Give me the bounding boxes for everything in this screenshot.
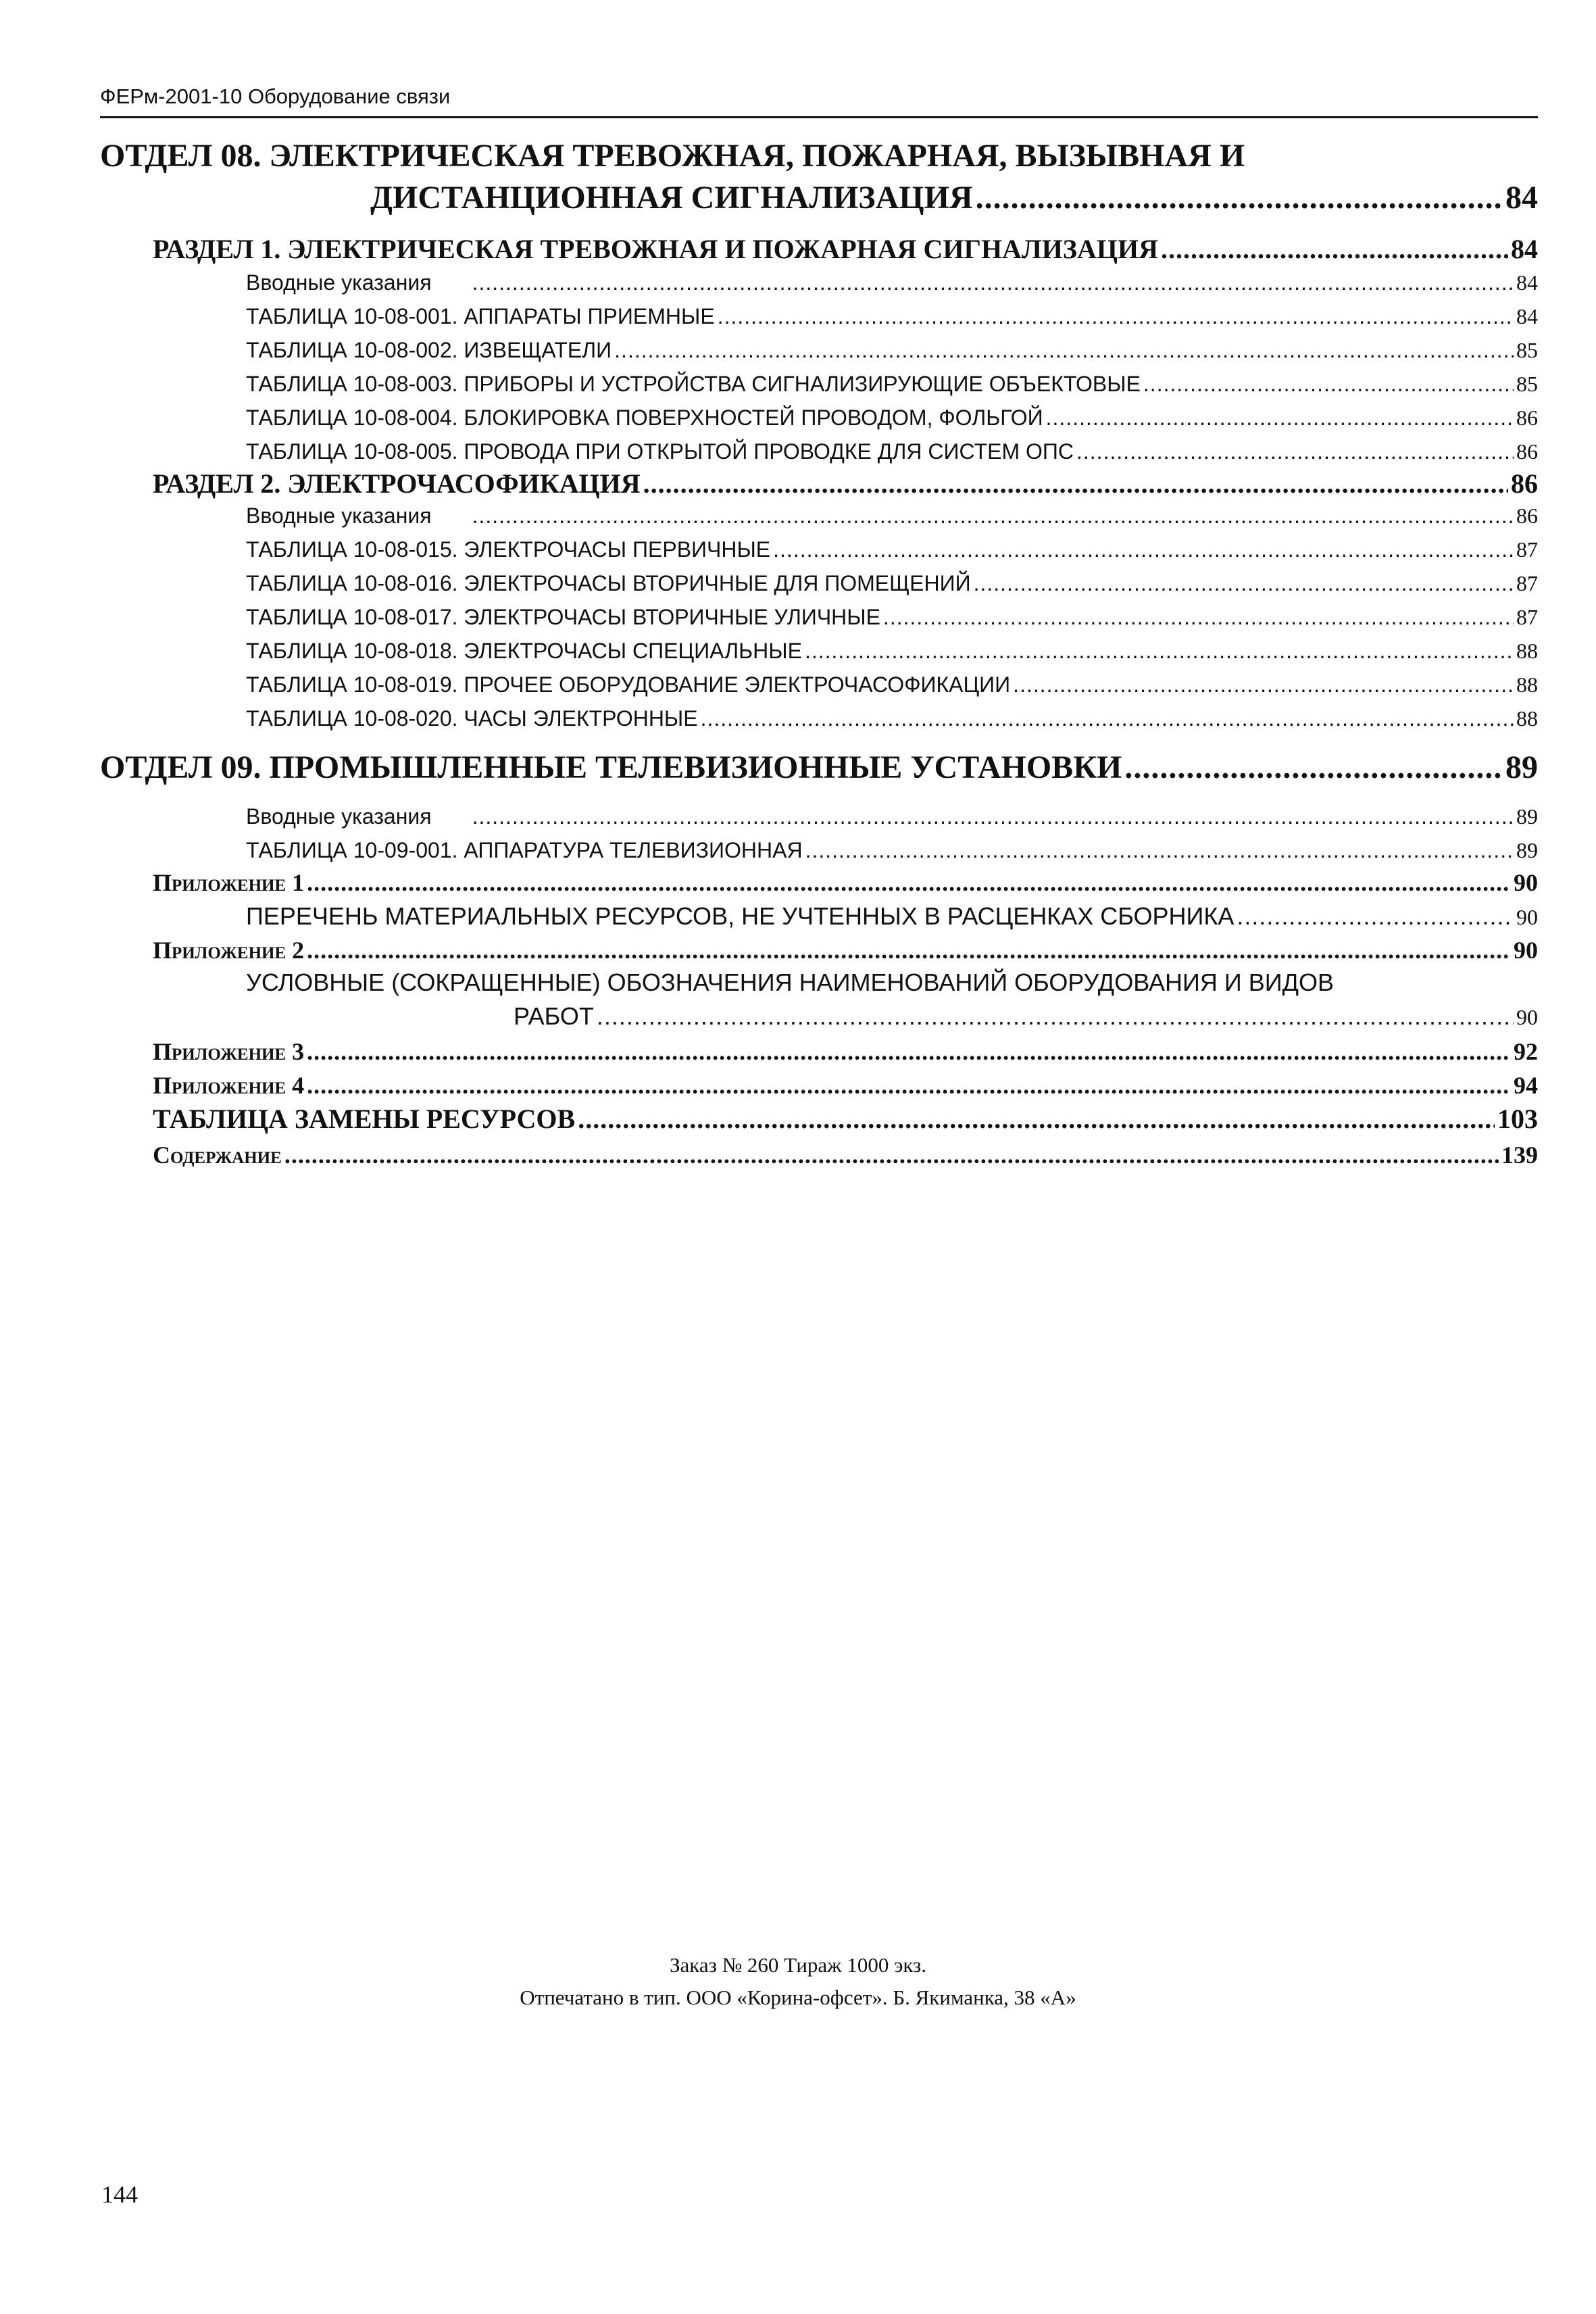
toc-entry[interactable]: [246, 639, 1538, 664]
toc-entry-title: ТАБЛИЦА 10-08-001. АППАРАТЫ ПРИЕМНЫЕ: [246, 304, 715, 328]
toc-entry[interactable]: [246, 270, 1538, 295]
toc-entry[interactable]: [246, 439, 1538, 464]
leader-dots: [1013, 672, 1514, 697]
toc-entry-title: ТАБЛИЦА 10-08-005. ПРОВОДА ПРИ ОТКРЫТОЙ ПРОВОДКЕ ДЛЯ СИСТЕМ ОПС: [246, 439, 1074, 464]
toc-entry-title: ТАБЛИЦА 10-08-003. ПРИБОРЫ И УСТРОЙСТВА СИГНАЛИЗИРУЮЩИЕ ОБЪЕКТОВЫЕ: [246, 372, 1141, 396]
toc-entry-title: ТАБЛИЦА 10-08-016. ЭЛЕКТРОЧАСЫ ВТОРИЧНЫЕ ДЛЯ ПОМЕЩЕНИЙ: [246, 571, 971, 595]
leader-dots: [976, 179, 1503, 216]
toc-entry-page: 103: [1497, 1104, 1538, 1134]
toc-entry[interactable]: [514, 1002, 1538, 1031]
leader-dots: [578, 1103, 1495, 1135]
leader-dots: [614, 338, 1514, 363]
toc-entry-title: РАЗДЕЛ 1. ЭЛЕКТРИЧЕСКАЯ ТРЕВОЖНАЯ И ПОЖАРНАЯ СИГНАЛИЗАЦИЯ: [153, 234, 1158, 264]
leader-dots: [805, 639, 1514, 664]
toc-entry-title: ДИСТАНЦИОННАЯ СИГНАЛИЗАЦИЯ: [370, 180, 973, 216]
toc-entry-pril1[interactable]: [153, 868, 1538, 897]
toc-entry-page: 86: [1511, 468, 1538, 499]
toc-entry[interactable]: [246, 405, 1538, 430]
toc-otdel08-title-line1: ОТДЕЛ 08. ЭЛЕКТРИЧЕСКАЯ ТРЕВОЖНАЯ, ПОЖАРНАЯ, ВЫЗЫВНАЯ И: [100, 138, 1245, 174]
toc-entry-title: ТАБЛИЦА 10-08-004. БЛОКИРОВКА ПОВЕРХНОСТЕЙ ПРОВОДОМ, ФОЛЬГОЙ: [246, 405, 1043, 430]
toc-entry-title: РАБОТ: [514, 1002, 594, 1030]
leader-dots: [472, 804, 1514, 829]
toc-entry[interactable]: [246, 838, 1538, 863]
toc-entry-pril3[interactable]: [153, 1037, 1538, 1066]
leader-dots: [1124, 749, 1503, 786]
toc-entry-otdel08[interactable]: [370, 179, 1538, 216]
toc-entry[interactable]: [246, 706, 1538, 731]
toc-entry[interactable]: [246, 372, 1538, 397]
toc-entry-title: ТАБЛИЦА ЗАМЕНЫ РЕСУРСОВ: [153, 1104, 576, 1134]
toc-entry[interactable]: [246, 902, 1538, 931]
toc-entry[interactable]: [246, 503, 1538, 528]
toc-entry[interactable]: [246, 605, 1538, 630]
toc-entry-page: 89: [1505, 749, 1538, 785]
toc-entry-title: ПЕРЕЧЕНЬ МАТЕРИАЛЬНЫХ РЕСУРСОВ, НЕ УЧТЕННЫХ В РАСЦЕНКАХ СБОРНИКА: [246, 902, 1235, 930]
toc-entry[interactable]: [246, 537, 1538, 562]
leader-dots: [701, 706, 1514, 731]
leader-dots: [1076, 439, 1514, 464]
leader-dots: [307, 868, 1511, 897]
leader-dots: [284, 1141, 1499, 1169]
toc-entry-page: 88: [1516, 672, 1538, 697]
toc-entry-page: 90: [1516, 905, 1538, 929]
toc-entry-page: 87: [1516, 605, 1538, 629]
leader-dots: [597, 1002, 1514, 1031]
toc-entry-title: ТАБЛИЦА 10-08-017. ЭЛЕКТРОЧАСЫ ВТОРИЧНЫЕ УЛИЧНЫЕ: [246, 605, 880, 629]
toc-entry-title: ТАБЛИЦА 10-08-020. ЧАСЫ ЭЛЕКТРОННЫЕ: [246, 706, 698, 731]
toc-entry-page: 84: [1511, 234, 1538, 264]
toc-entry-title: Приложение 1: [153, 869, 305, 896]
toc-entry-soderzhanie[interactable]: [153, 1141, 1538, 1169]
toc-entry-title: Приложение 2: [153, 937, 305, 964]
running-header: [100, 81, 1538, 118]
leader-dots: [643, 468, 1508, 499]
toc-entry-title: Приложение 4: [153, 1072, 305, 1099]
toc-entry-page: 90: [1514, 869, 1538, 896]
leader-dots: [1143, 372, 1514, 397]
toc-entry-page: 84: [1516, 270, 1538, 295]
toc-entry-page: 86: [1516, 405, 1538, 430]
leader-dots: [1161, 233, 1508, 265]
toc-entry-title: РАЗДЕЛ 2. ЭЛЕКТРОЧАСОФИКАЦИЯ: [153, 468, 641, 499]
toc-entry[interactable]: [246, 672, 1538, 697]
toc-entry-page: 92: [1514, 1038, 1538, 1065]
toc-entry[interactable]: [246, 338, 1538, 363]
toc-entry-page: 84: [1516, 304, 1538, 328]
toc-entry-title: ТАБЛИЦА 10-08-018. ЭЛЕКТРОЧАСЫ СПЕЦИАЛЬНЫЕ: [246, 639, 802, 663]
toc-entry-zamena[interactable]: [153, 1103, 1538, 1135]
toc-entry-page: 94: [1514, 1072, 1538, 1099]
toc-entry-otdel09[interactable]: [100, 749, 1538, 786]
toc-entry-title: Содержание: [153, 1141, 282, 1168]
toc-entry[interactable]: [246, 804, 1538, 829]
toc-entry-page: 85: [1516, 338, 1538, 362]
leader-dots: [472, 270, 1514, 295]
leader-dots: [773, 537, 1514, 562]
toc-entry-page: 90: [1516, 1005, 1538, 1029]
imprint-line2: Отпечатано в тип. ООО «Корина-офсет». Б. Якиманка, 38 «А»: [520, 1986, 1076, 2009]
leader-dots: [1237, 902, 1514, 931]
toc-entry-page: 85: [1516, 372, 1538, 396]
toc-entry-page: 84: [1505, 180, 1538, 216]
leader-dots: [883, 605, 1514, 630]
toc-entry[interactable]: [246, 304, 1538, 329]
leader-dots: [805, 838, 1514, 863]
toc-entry-title: Вводные указания: [246, 270, 432, 295]
toc-entry-page: 88: [1516, 639, 1538, 663]
toc-entry-razdel1[interactable]: [153, 233, 1538, 265]
toc-pril2-item-line1: УСЛОВНЫЕ (СОКРАЩЕННЫЕ) ОБОЗНАЧЕНИЯ НАИМЕНОВАНИЙ ОБОРУДОВАНИЯ И ВИДОВ: [246, 968, 1335, 996]
toc-entry-page: 88: [1516, 706, 1538, 731]
toc-entry-pril4[interactable]: [153, 1071, 1538, 1100]
toc-entry-page: 139: [1501, 1141, 1538, 1168]
page-number: 144: [101, 2181, 138, 2208]
running-header-text: ФЕРм-2001-10 Оборудование связи: [100, 84, 451, 108]
toc-entry-title: ТАБЛИЦА 10-08-002. ИЗВЕЩАТЕЛИ: [246, 338, 612, 362]
leader-dots: [307, 1037, 1511, 1066]
toc-entry-page: 90: [1514, 937, 1538, 964]
toc-entry-title: Приложение 3: [153, 1038, 305, 1065]
leader-dots: [1046, 405, 1514, 430]
leader-dots: [307, 1071, 1511, 1100]
toc-entry-pril2[interactable]: [153, 936, 1538, 964]
leader-dots: [472, 503, 1514, 528]
toc-entry-page: 89: [1516, 838, 1538, 862]
leader-dots: [974, 571, 1514, 596]
leader-dots: [718, 304, 1514, 329]
toc-entry-page: 86: [1516, 503, 1538, 528]
toc-entry-razdel2[interactable]: [153, 468, 1538, 499]
toc-entry-page: 89: [1516, 804, 1538, 829]
toc-entry-title: Вводные указания: [246, 503, 432, 528]
toc-entry-page: 87: [1516, 537, 1538, 562]
toc-entry-title: ТАБЛИЦА 10-08-015. ЭЛЕКТРОЧАСЫ ПЕРВИЧНЫЕ: [246, 537, 771, 562]
toc-entry-title: ТАБЛИЦА 10-08-019. ПРОЧЕЕ ОБОРУДОВАНИЕ ЭЛЕКТРОЧАСОФИКАЦИИ: [246, 672, 1011, 697]
imprint-line1: Заказ № 260 Тираж 1000 экз.: [669, 1953, 927, 1977]
toc-entry-page: 86: [1516, 439, 1538, 464]
toc-entry-title: ОТДЕЛ 09. ПРОМЫШЛЕННЫЕ ТЕЛЕВИЗИОННЫЕ УСТАНОВКИ: [100, 749, 1122, 785]
toc-entry-page: 87: [1516, 571, 1538, 595]
toc-entry-title: ТАБЛИЦА 10-09-001. АППАРАТУРА ТЕЛЕВИЗИОННАЯ: [246, 838, 803, 862]
toc-entry-title: Вводные указания: [246, 804, 432, 829]
leader-dots: [307, 936, 1511, 964]
toc-entry[interactable]: [246, 571, 1538, 596]
